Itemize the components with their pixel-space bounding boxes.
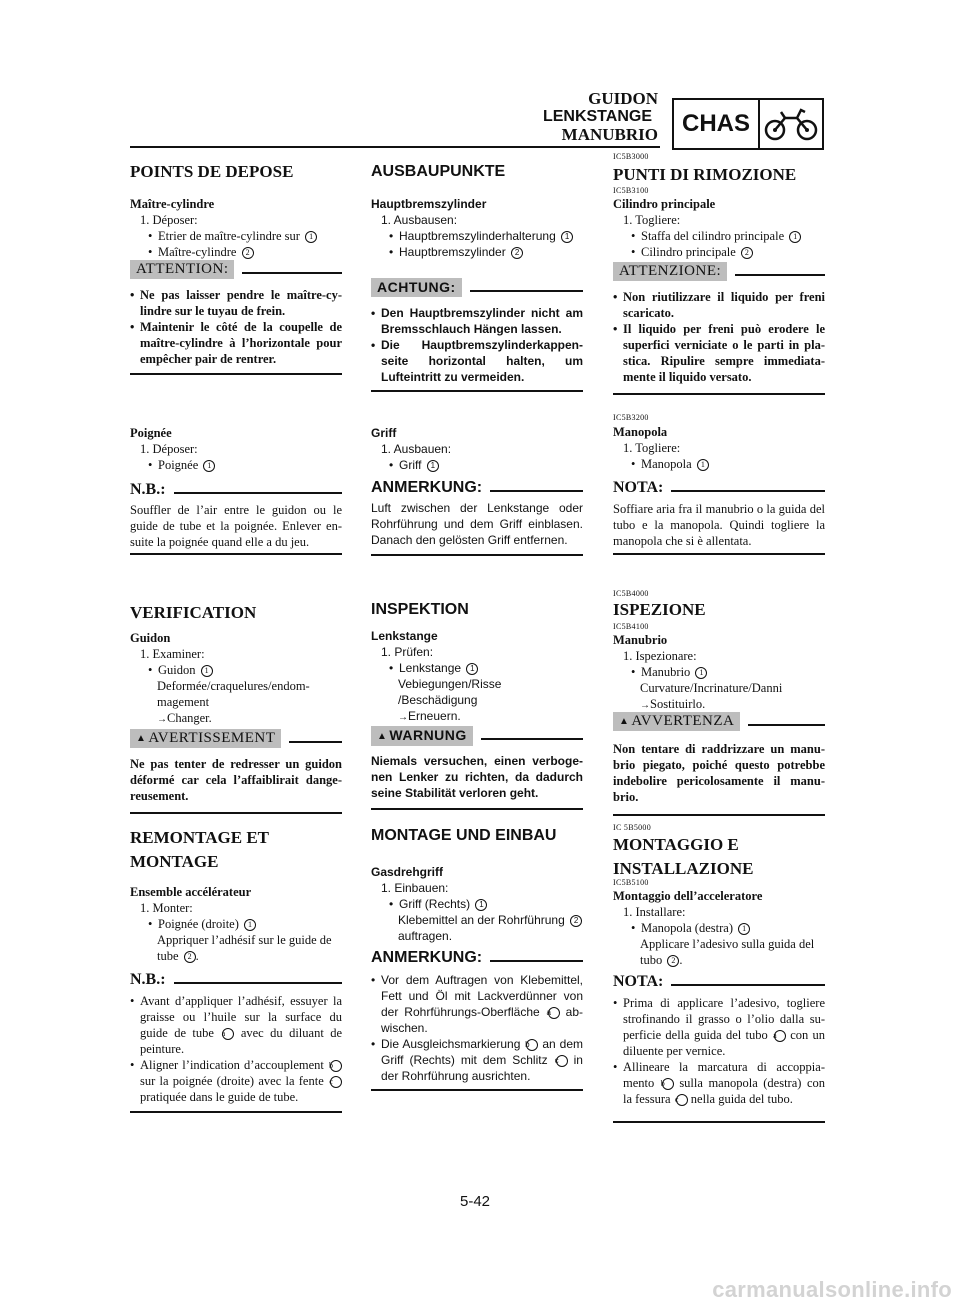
watermark: carmanualsonline.info bbox=[712, 1277, 952, 1302]
divider bbox=[613, 393, 825, 395]
it-code: IC5B4100 bbox=[613, 622, 649, 631]
divider bbox=[613, 553, 825, 555]
fr-item: • Maître-cylindre 2 bbox=[130, 244, 342, 260]
title-it: MANUBRIO bbox=[561, 125, 658, 144]
title-de: LENKSTANGE bbox=[542, 108, 652, 125]
divider bbox=[130, 373, 342, 375]
fr-note-text: Souffler de l’air entre le guidon ou le guide de tube et la poignée. Enlever en-suite la poignée quand elle a du jeu. bbox=[130, 503, 342, 549]
de-inspect-title: INSPEKTION bbox=[371, 601, 469, 618]
de-note-text: Luft zwischen der Lenkstange oder Rohrführung und dem Griff einblasen. Danach den gelösten Griff entfernen. bbox=[371, 501, 583, 547]
de-assembly-block: Gasdrehgriff 1. Einbauen: • Griff (Rechts) 1 Klebemittel an der Rohrführung 2 auftragen. bbox=[371, 864, 583, 944]
it-assembly-title: MONTAGGIO E INSTALLAZIONE bbox=[613, 835, 754, 878]
it-code: IC5B5100 bbox=[613, 878, 649, 887]
fr-assembly-title: REMONTAGE ET MONTAGE bbox=[130, 828, 269, 871]
de-removal-title: AUSBAUPUNKTE bbox=[371, 163, 506, 180]
fr-inspect-title: VERIFICATION bbox=[130, 603, 257, 622]
it-note2-label: NOTA: bbox=[613, 972, 825, 992]
de-grip-block: Griff 1. Ausbauen: • Griff 1 bbox=[371, 425, 583, 473]
de-warning-text: Niemals versuchen, einen verboge-nen Lenker zu richten, da dadurch seine Stabilität verloren geht. bbox=[371, 754, 583, 800]
it-code: IC5B4000 bbox=[613, 589, 649, 598]
section-badge bbox=[672, 98, 824, 150]
it-grip-block: Manopola 1. Togliere: • Manopola 1 bbox=[613, 424, 825, 472]
de-caution-label: ACHTUNG: bbox=[371, 278, 583, 297]
section-label: CHAS bbox=[674, 100, 760, 148]
title-fr: GUIDON bbox=[588, 89, 658, 108]
it-caution-label: ATTENZIONE: bbox=[613, 262, 825, 281]
it-master-cylinder-block: Cilindro principale 1. Togliere: • Staffa del cilindro principale 1 • Cilindro principale 2 bbox=[613, 196, 825, 260]
fr-note-label: N.B.: bbox=[130, 480, 342, 500]
it-note2-text: • Prima di applicare l’adesivo, togliere strofinando il grasso o l’olio dalla su-perficie della guida del tubo a con un diluente per vernice. • Allineare la marcatura di accoppia-mento b sulla manopola (destra) con la fessura c nella guida del tubo. bbox=[613, 995, 825, 1107]
it-code: IC 5B5000 bbox=[613, 823, 652, 832]
fr-master-cyl-heading: Maître-cylindre bbox=[130, 197, 215, 211]
fr-item: • Etrier de maître-cylindre sur 1 bbox=[130, 228, 342, 244]
header-rule bbox=[130, 146, 660, 148]
fr-warning-text: Ne pas tenter de redresser un guidon déformé car cela l’affaiblirait dange-reusement. bbox=[130, 757, 342, 803]
it-inspect-title: ISPEZIONE bbox=[613, 600, 706, 619]
it-note-text: Soffiare aria fra il manubrio o la guida del tubo e la manopola. Quindi togliere la manopola che si è allentata. bbox=[613, 502, 825, 548]
it-code: IC5B3200 bbox=[613, 413, 649, 422]
it-warning-label: ▲ AVVERTENZA bbox=[613, 712, 825, 731]
divider bbox=[371, 1089, 583, 1091]
it-inspect-block: Manubrio 1. Ispezionare: • Manubrio 1 Curvature/Incrinature/Danni →Sostituirlo. bbox=[613, 632, 825, 714]
it-removal-title: PUNTI DI RIMOZIONE bbox=[613, 165, 797, 184]
divider bbox=[130, 553, 342, 555]
it-code: IC5B3100 bbox=[613, 186, 649, 195]
de-note2-label: ANMERKUNG: bbox=[371, 948, 583, 968]
it-assembly-block: Montaggio dell’acceleratore 1. Installare: • Manopola (destra) 1 Applicare l’adesivo sulla guida del tubo 2 . bbox=[613, 888, 825, 968]
de-note2-text: • Vor dem Auftragen von Klebemittel, Fett und Öl mit Lackverdünner von der Rohrführungs-Oberfläche a ab-wischen. • Die Ausgleichsmarkierung b an dem Griff (Rechts) mit dem Schlitz c in der Rohrführung ausrichten. bbox=[371, 972, 583, 1084]
fr-warning-label: ▲ AVERTISSEMENT bbox=[130, 729, 342, 748]
fr-caution-text: • Ne pas laisser pendre le maître-cy-lindre sur le tuyau de frein. • Maintenir le côté de la coupelle de maître-cylindre à l’horizontale pour empêcher pair de rentrer. bbox=[130, 287, 342, 367]
divider bbox=[371, 390, 583, 392]
divider bbox=[130, 1111, 342, 1113]
it-warning-text: Non tentare di raddrizzare un manu-brio piegato, poiché questo potrebbe indebolire pericolosamente il manu-brio. bbox=[613, 742, 825, 804]
divider bbox=[613, 1121, 825, 1123]
fr-caution-label: ATTENTION: bbox=[130, 260, 342, 279]
it-code: IC5B3000 bbox=[613, 152, 649, 161]
divider bbox=[613, 814, 825, 816]
de-inspect-block: Lenkstange 1. Prüfen: • Lenkstange 1 Vebiegungen/Risse /Beschädigung →Erneuern. bbox=[371, 628, 583, 726]
de-master-cylinder-block: Hauptbremszylinder 1. Ausbausen: • Hauptbremszylinderhalterung 1 • Hauptbremszylinder 2 bbox=[371, 196, 583, 260]
fr-master-cylinder-block bbox=[130, 196, 342, 260]
fr-step: 1. Déposer: bbox=[140, 213, 198, 227]
fr-note2-text: • Avant d’appliquer l’adhésif, essuyer la graisse ou l’huile sur la surface du guide de tube a avec du diluant de peinture. • Aligner l’indication d’accouplement b sur la poignée (droite) avec la fente c pratiquée dans le guide de tube. bbox=[130, 993, 342, 1105]
divider bbox=[130, 812, 342, 814]
divider bbox=[371, 808, 583, 810]
de-note-label: ANMERKUNG: bbox=[371, 478, 583, 498]
fr-removal-title: POINTS DE DEPOSE bbox=[130, 162, 294, 181]
de-caution-text: • Den Hauptbremszylinder nicht am Bremsschlauch Hängen lassen. • Die Hauptbremszylinderkappen-seite horizontal halten, um Lufteintritt zu vermeiden. bbox=[371, 305, 583, 385]
it-note-label: NOTA: bbox=[613, 478, 825, 498]
it-caution-text: • Non riutilizzare il liquido per freni scaricato. • Il liquido per freni può erodere le superfici verniciate o le parti in pla-stica. Ripulire sempre immediata-mente il liquido versato. bbox=[613, 289, 825, 385]
page-number: 5-42 bbox=[460, 1193, 491, 1210]
divider bbox=[371, 554, 583, 556]
motorcycle-icon bbox=[760, 100, 822, 148]
de-warning-label: ▲ WARNUNG bbox=[371, 726, 583, 746]
header-titles bbox=[543, 90, 658, 144]
fr-assembly-block: Ensemble accélérateur 1. Monter: • Poignée (droite) 1 Appriquer l’adhésif sur le guide de tube 2 . bbox=[130, 884, 342, 964]
fr-grip-block: Poignée 1. Déposer: • Poignée 1 bbox=[130, 425, 342, 473]
fr-note2-label: N.B.: bbox=[130, 970, 342, 990]
fr-inspect-block: Guidon 1. Examiner: • Guidon 1 Deformée/craquelures/endom-magement →Changer. bbox=[130, 630, 342, 728]
de-assembly-title: MONTAGE UND EINBAU bbox=[371, 827, 557, 844]
